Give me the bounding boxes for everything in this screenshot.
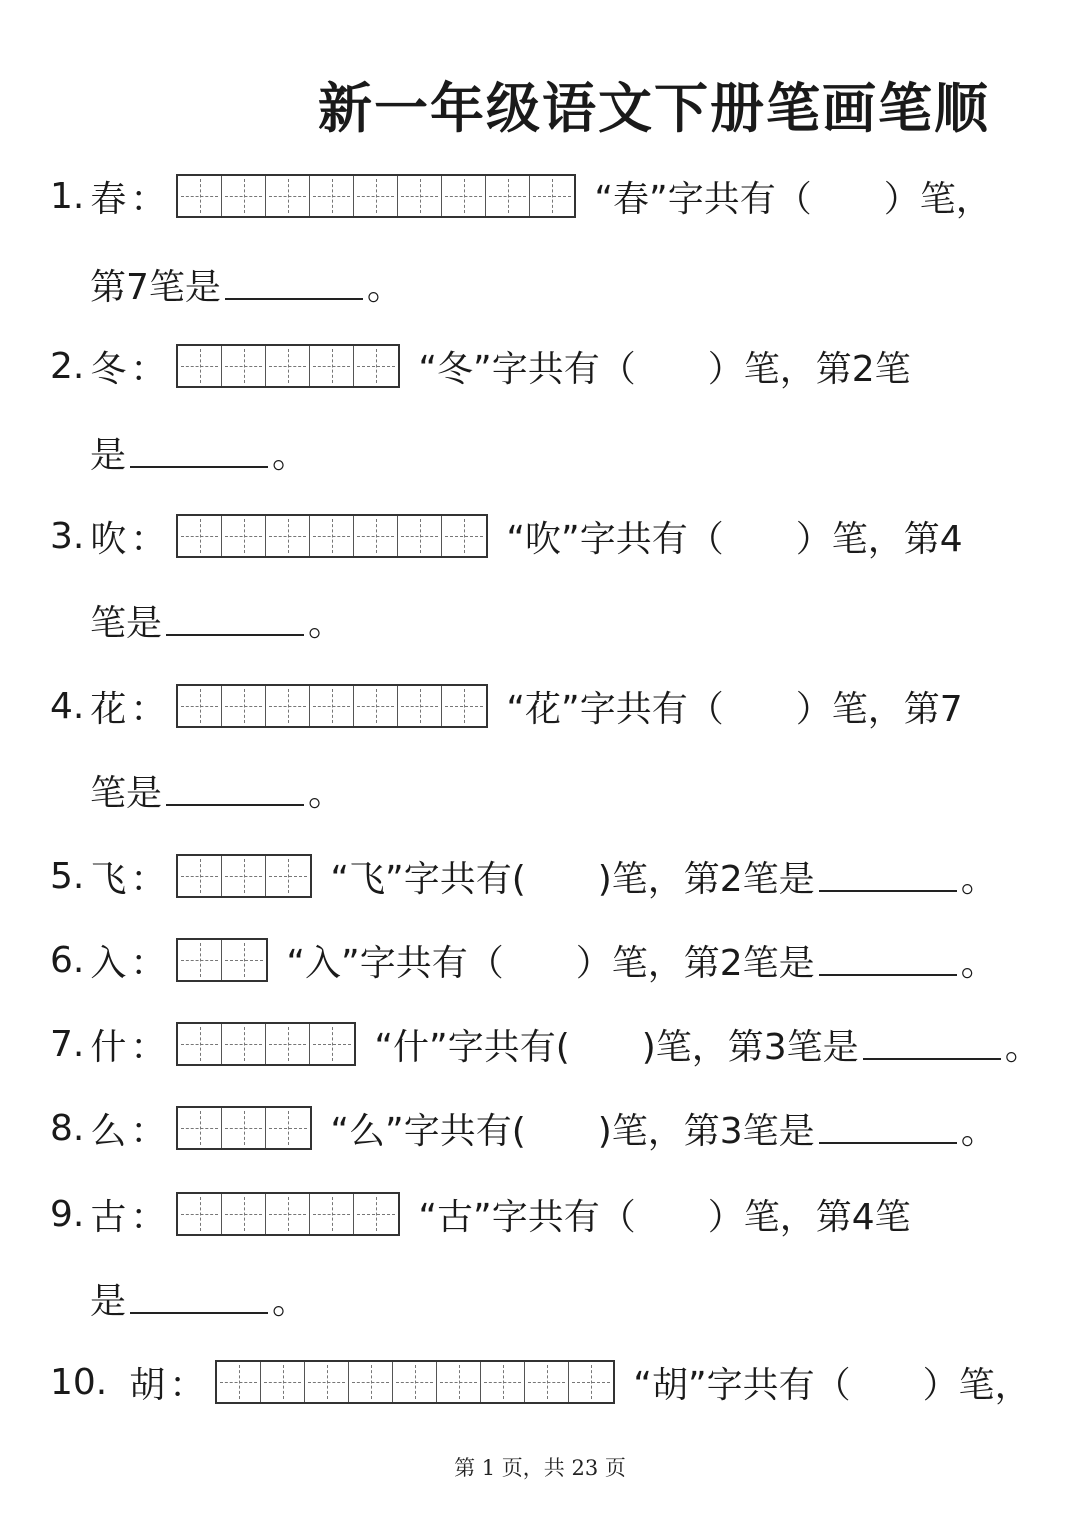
target-character: 春 [90, 178, 127, 220]
grid-cell[interactable] [222, 940, 266, 980]
question-text: “么”字共有( )笔，第3笔是 [330, 1110, 815, 1152]
grid-cell[interactable] [305, 1362, 349, 1402]
grid-cell[interactable] [222, 346, 266, 386]
question-text: “吹”字共有（ ）笔，第4 [506, 518, 963, 560]
answer-blank[interactable] [166, 774, 304, 806]
grid-cell[interactable] [222, 1194, 266, 1234]
answer-blank[interactable] [166, 604, 304, 636]
grid-cell[interactable] [266, 856, 310, 896]
grid-cell[interactable] [222, 856, 266, 896]
question-number: 9. [50, 1193, 85, 1235]
grid-cell[interactable] [310, 176, 354, 216]
question-text: “春”字共有（ ）笔， [594, 178, 992, 220]
answer-blank[interactable] [819, 944, 957, 976]
grid-cell[interactable] [486, 176, 530, 216]
stroke-grid[interactable] [176, 684, 488, 728]
answer-blank[interactable] [819, 1112, 957, 1144]
grid-cell[interactable] [178, 1108, 222, 1148]
question-number: 8. [50, 1107, 85, 1149]
stroke-grid[interactable] [176, 1106, 312, 1150]
stroke-grid[interactable] [176, 938, 268, 982]
grid-cell[interactable] [261, 1362, 305, 1402]
grid-cell[interactable] [266, 1194, 310, 1234]
grid-cell[interactable] [178, 686, 222, 726]
grid-cell[interactable] [178, 1024, 222, 1064]
grid-cell[interactable] [437, 1362, 481, 1402]
answer-blank[interactable] [130, 1282, 268, 1314]
question-number: 10. [50, 1361, 108, 1403]
grid-cell[interactable] [222, 686, 266, 726]
question-text: “冬”字共有（ ）笔，第2笔 [418, 348, 911, 390]
question-3: 3. 吹 ： “吹”字共有（ ）笔，第4 [50, 508, 963, 564]
target-character: 古 [90, 1196, 127, 1238]
target-character: 入 [90, 942, 127, 984]
grid-cell[interactable] [569, 1362, 613, 1402]
target-character: 什 [90, 1026, 127, 1068]
target-character: 吹 [90, 518, 127, 560]
grid-cell[interactable] [398, 516, 442, 556]
grid-cell[interactable] [178, 176, 222, 216]
stroke-grid[interactable] [176, 1192, 400, 1236]
question-8: 8. 么 ： “么”字共有( )笔，第3笔是 。 [50, 1100, 997, 1156]
question-5: 5. 飞 ： “飞”字共有( )笔，第2笔是 。 [50, 848, 997, 904]
grid-cell[interactable] [266, 176, 310, 216]
question-2-line2: 是 。 [90, 434, 309, 476]
grid-cell[interactable] [310, 516, 354, 556]
question-number: 5. [50, 855, 85, 897]
grid-cell[interactable] [354, 176, 398, 216]
grid-cell[interactable] [178, 856, 222, 896]
target-character: 么 [90, 1110, 127, 1152]
target-character: 花 [90, 688, 127, 730]
grid-cell[interactable] [310, 346, 354, 386]
stroke-grid[interactable] [215, 1360, 615, 1404]
grid-cell[interactable] [266, 516, 310, 556]
grid-cell[interactable] [393, 1362, 437, 1402]
question-3-line2: 笔是 。 [90, 602, 345, 644]
question-9: 9. 古 ： “古”字共有（ ）笔，第4笔 [50, 1186, 911, 1242]
question-10: 10. 胡 ： “胡”字共有（ ）笔， [50, 1354, 1031, 1410]
grid-cell[interactable] [266, 1108, 310, 1148]
question-1: 1. 春 ： “春”字共有（ ）笔， [50, 168, 992, 224]
question-number: 2. [50, 345, 85, 387]
grid-cell[interactable] [178, 346, 222, 386]
grid-cell[interactable] [266, 346, 310, 386]
grid-cell[interactable] [222, 1024, 266, 1064]
grid-cell[interactable] [222, 516, 266, 556]
page-title: 新一年级语文下册笔画笔顺 [318, 76, 990, 140]
grid-cell[interactable] [217, 1362, 261, 1402]
question-number: 1. [50, 175, 85, 217]
question-text: “飞”字共有( )笔，第2笔是 [330, 858, 815, 900]
question-4-line2: 笔是 。 [90, 772, 345, 814]
question-text: “什”字共有( )笔，第3笔是 [374, 1026, 859, 1068]
answer-blank[interactable] [130, 436, 268, 468]
grid-cell[interactable] [178, 1194, 222, 1234]
grid-cell[interactable] [442, 686, 486, 726]
grid-cell[interactable] [354, 1194, 398, 1234]
grid-cell[interactable] [266, 686, 310, 726]
grid-cell[interactable] [310, 1024, 354, 1064]
stroke-grid[interactable] [176, 1022, 356, 1066]
question-number: 6. [50, 939, 85, 981]
target-character: 胡 [129, 1364, 166, 1406]
question-text: “花”字共有（ ）笔，第7 [506, 688, 963, 730]
question-text: “古”字共有（ ）笔，第4笔 [418, 1196, 911, 1238]
grid-cell[interactable] [310, 1194, 354, 1234]
stroke-grid[interactable] [176, 514, 488, 558]
grid-cell[interactable] [222, 1108, 266, 1148]
question-6: 6. 入 ： “入”字共有（ ）笔，第2笔是 。 [50, 932, 997, 988]
grid-cell[interactable] [398, 686, 442, 726]
grid-cell[interactable] [525, 1362, 569, 1402]
grid-cell[interactable] [178, 516, 222, 556]
grid-cell[interactable] [398, 176, 442, 216]
grid-cell[interactable] [310, 686, 354, 726]
grid-cell[interactable] [178, 940, 222, 980]
grid-cell[interactable] [481, 1362, 525, 1402]
stroke-grid[interactable] [176, 854, 312, 898]
grid-cell[interactable] [354, 686, 398, 726]
stroke-grid[interactable] [176, 174, 576, 218]
answer-blank[interactable] [819, 860, 957, 892]
question-4: 4. 花 ： “花”字共有（ ）笔，第7 [50, 678, 963, 734]
question-number: 3. [50, 515, 85, 557]
question-7: 7. 什 ： “什”字共有( )笔，第3笔是 。 [50, 1016, 1041, 1072]
page-footer: 第 1 页，共 23 页 [454, 1456, 626, 1480]
question-2: 2. 冬 ： “冬”字共有（ ）笔，第2笔 [50, 338, 911, 394]
question-text: “胡”字共有（ ）笔， [633, 1364, 1031, 1406]
answer-blank[interactable] [225, 268, 363, 300]
stroke-grid[interactable] [176, 344, 400, 388]
grid-cell[interactable] [354, 346, 398, 386]
question-1-line2: 第7笔是 。 [90, 266, 403, 308]
question-number: 4. [50, 685, 85, 727]
target-character: 飞 [90, 858, 127, 900]
grid-cell[interactable] [266, 1024, 310, 1064]
target-character: 冬 [90, 348, 127, 390]
question-number: 7. [50, 1023, 85, 1065]
question-9-line2: 是 。 [90, 1280, 309, 1322]
grid-cell[interactable] [222, 176, 266, 216]
grid-cell[interactable] [354, 516, 398, 556]
answer-blank[interactable] [863, 1028, 1001, 1060]
grid-cell[interactable] [442, 176, 486, 216]
grid-cell[interactable] [349, 1362, 393, 1402]
grid-cell[interactable] [530, 176, 574, 216]
question-text: “入”字共有（ ）笔，第2笔是 [286, 942, 815, 984]
grid-cell[interactable] [442, 516, 486, 556]
